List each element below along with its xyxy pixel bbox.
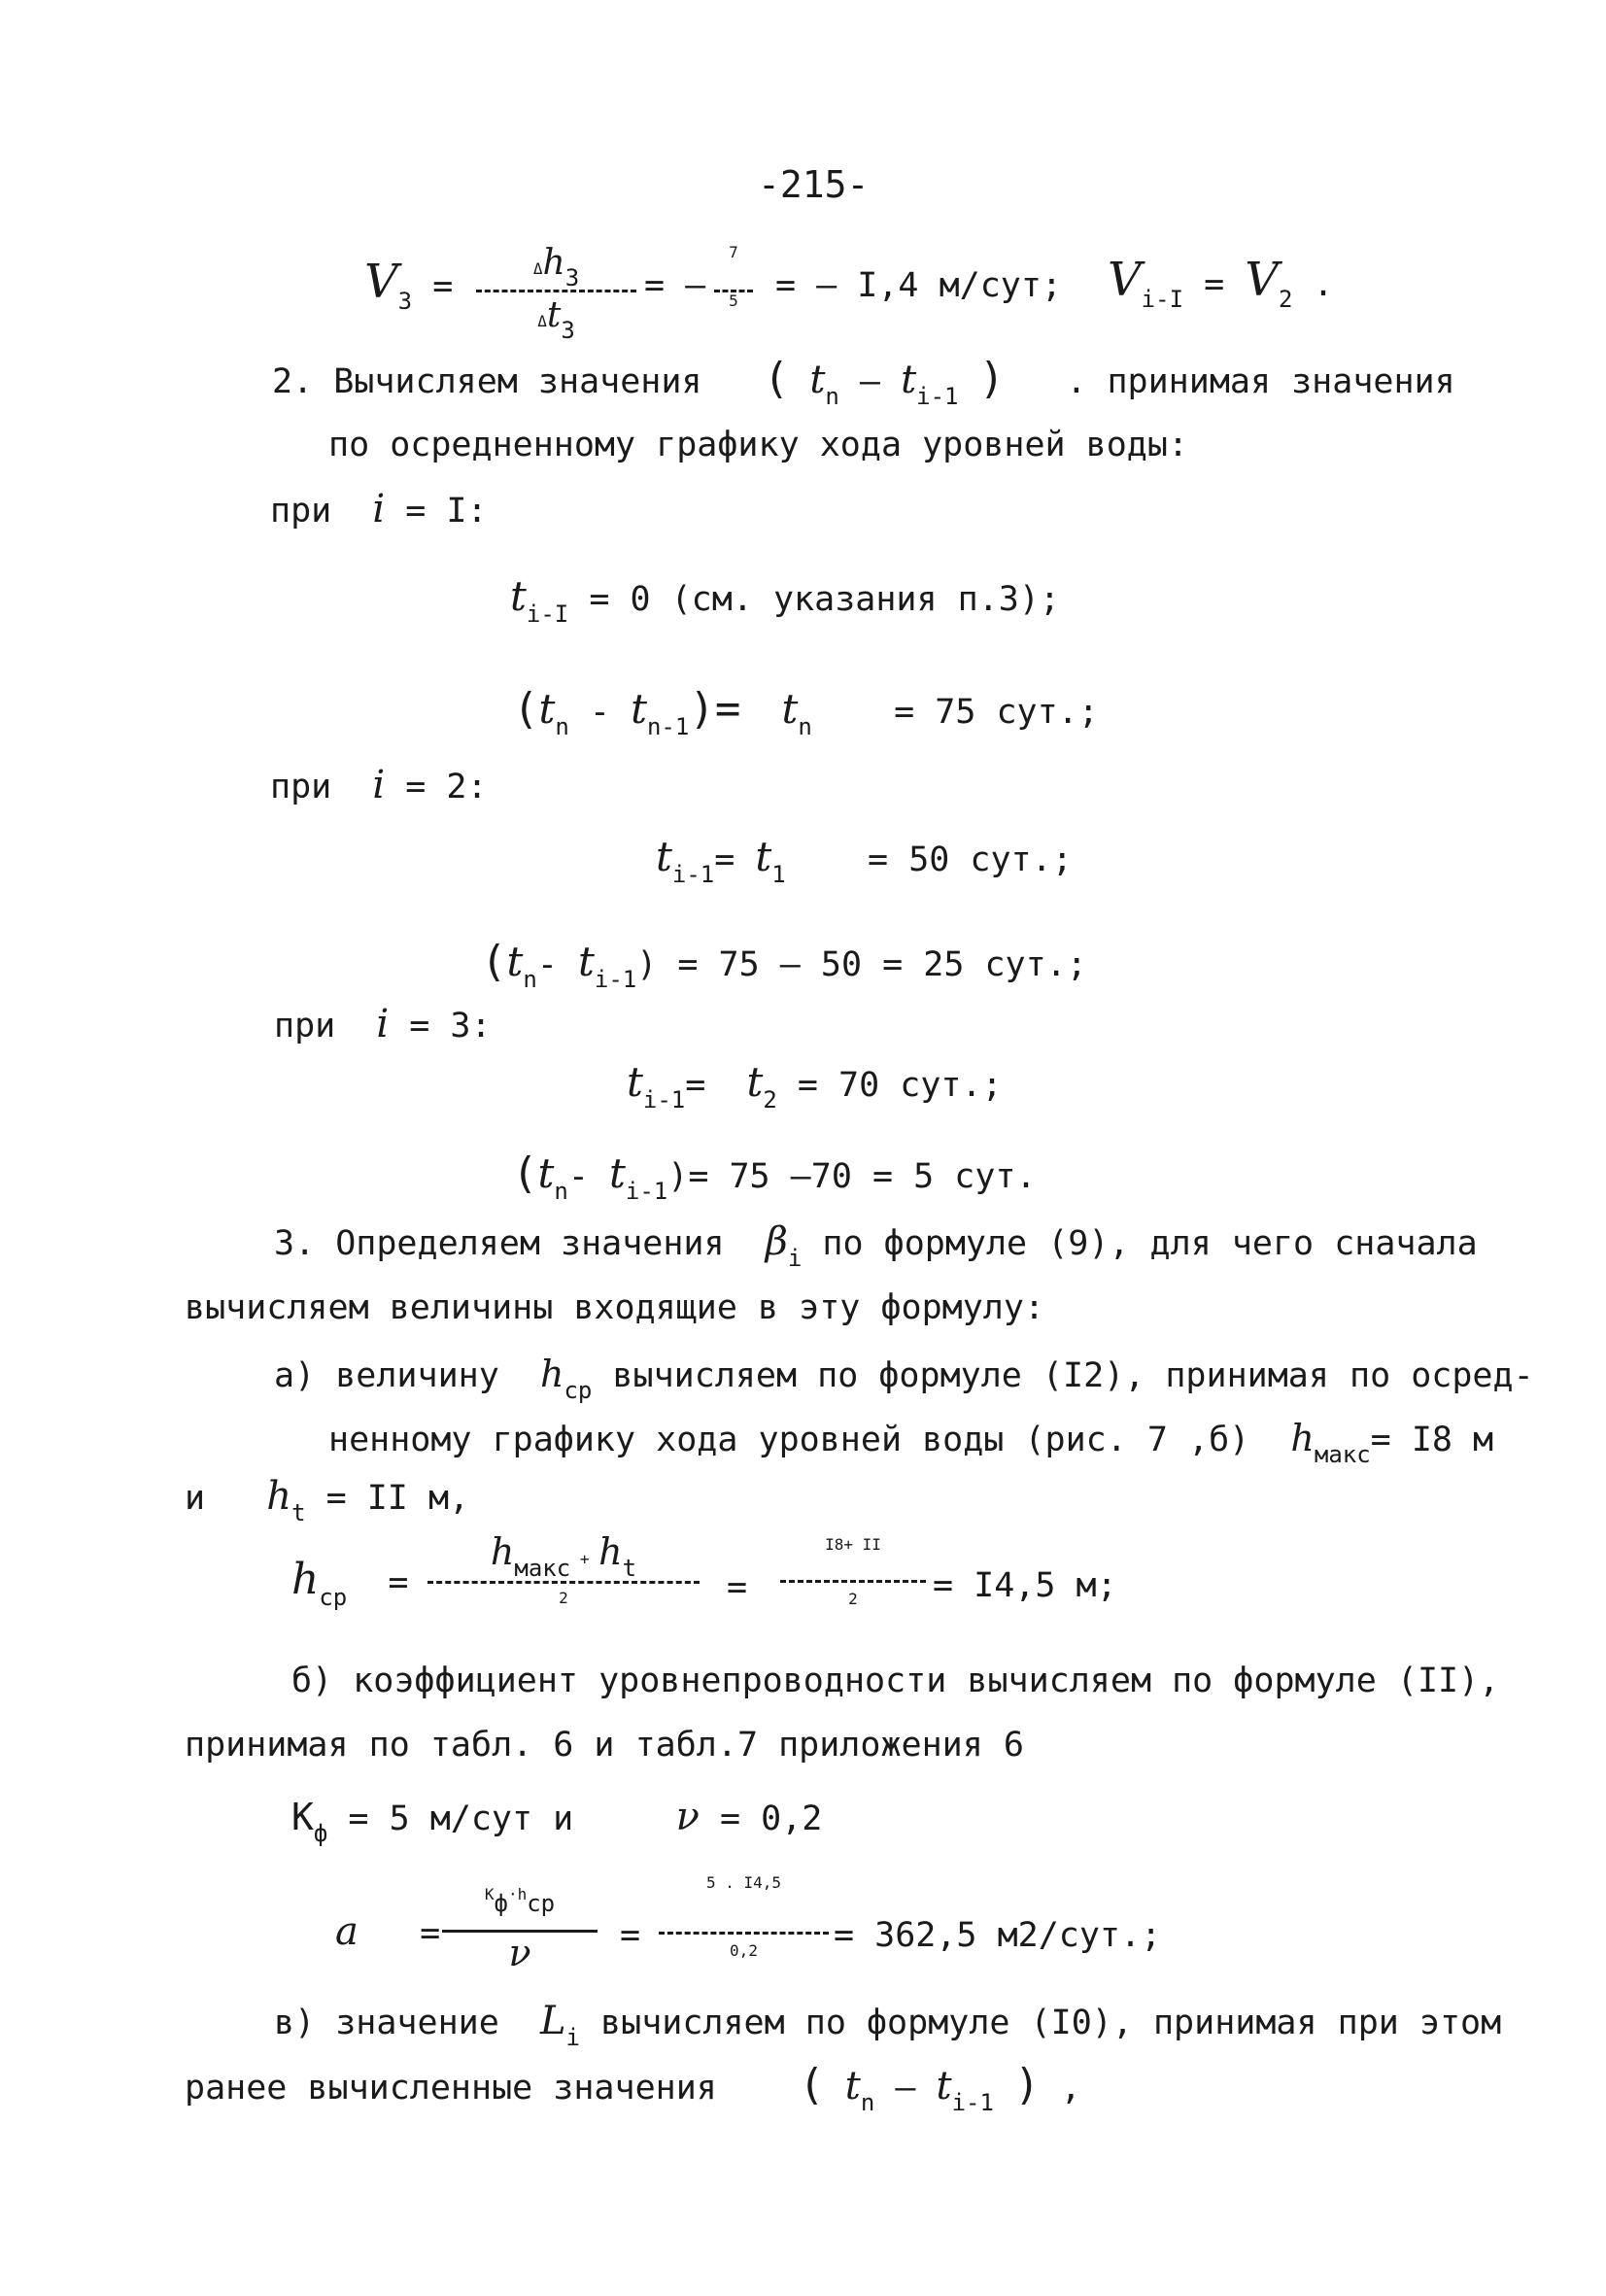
case2-formula2: ($t_n-$ $t_{i-1}) = 75 - 50 = 25$ сут.; [481,937,1087,993]
item-c-line2: ранее вычисленные значения ( $t_n - t_{i-1}$ ) , [185,2060,1081,2116]
item-b-line2: принимая по табл. 6 и табл.7 приложения 6 [185,1726,1024,1765]
delta-h-over-delta-t: Δh3 Δt3 [476,243,636,340]
case2-formula1: $t_{i-1}= t_1$ = 50 сут.; [656,833,1073,888]
numeric-fraction: I8+ II 2 [780,1535,926,1642]
numeric-diffusivity-fraction: 5 . I4,5 0,2 [659,1873,829,1990]
item-a-line3: и $h_t$ = II м, [185,1474,470,1526]
kf-hcp-over-nu: Кф·hср ν [442,1885,598,1982]
step2-line1: 2. Вычисляем значения ( $t_n - t_{i-1}$ ) . принимая значения [272,354,1455,410]
case2-label: при i = 2: [270,763,488,807]
case3-formula2: ($t_n-$ $t_{i-1})= 75$ –70 = 5 сут. [512,1148,1037,1205]
item-a-line2: ненному графику хода уровней воды (рис. 7 ,б) $h_{макс}= I8$ м [328,1417,1494,1468]
case3-label: при i = 3: [274,1002,492,1046]
step2-line2: по осредненному графику хода уровней воды: [328,426,1189,464]
case3-formula1: $t_{i-1}= t_2 = 70$ сут.; [627,1058,1003,1114]
item-b-line1: б) коэффициент уровнепроводности вычисляем по формуле (II), [291,1662,1500,1700]
h-mean-fraction: hмакс + ht 2 [427,1530,700,1637]
case1-label: при i = I: [270,487,488,531]
step3-line1: 3. Определяем значения $\beta_i$ по формуле (9), для чего сначала [274,1219,1478,1272]
page-number: -215- [758,163,870,206]
step3-line2: вычисляем величины входящие в эту формулу: [185,1288,1045,1327]
case1-formula2: $(t_n - t_{n-1})= t_n$ = 75 сут.; [513,684,1099,740]
case1-formula1: $t_{i-I} = 0$ (см. указания п.3); [510,572,1060,628]
item-a-line1: а) величину $h_{ср}$ вычисляем по формуле (I2), принимая по осред- [274,1353,1534,1404]
item-c-line1: в) значение $L_i$ вычисляем по формуле (I0), принимая при этом [274,1999,1502,2051]
seven-over-five: 7 5 [714,243,753,340]
k-nu-values: $К_ф = 5$ м/сут и ν = 0,2 [291,1795,823,1847]
v3-symbol: V [364,255,398,309]
